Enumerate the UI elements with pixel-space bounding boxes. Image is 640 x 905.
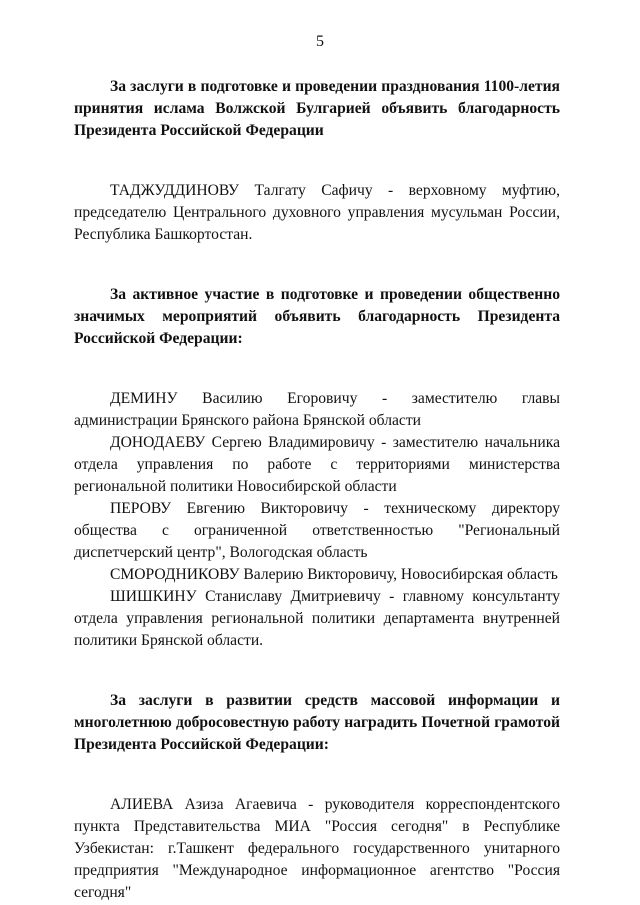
spacer [74, 142, 560, 180]
page-number: 5 [316, 33, 324, 50]
document-body [74, 76, 560, 904]
entry-aliev: АЛИЕВА Азиза Агаевича - руководителя корреспондентского пункта Представительства МИА "Россия сегодня" в Республике Узбекистан: г.Ташкент федерального государственного унитарного предприятия "Международное информационное агентство "Россия сегодня" [74, 796, 560, 901]
entry-shishkin: ШИШКИНУ Станиславу Дмитриевичу - главному консультанту отдела управления региональной политики департамента внутренней политики Брянской области. [74, 588, 560, 649]
section-heading-3: За заслуги в развитии средств массовой информации и многолетнюю добросовестную работу наградить Почетной грамотой Президента Российской Федерации: [74, 692, 560, 753]
entry-tadzhuddinov: ТАДЖУДДИНОВУ Талгату Сафичу - верховному муфтию, председателю Центрального духовного управления мусульман России, Республика Башкортостан. [74, 182, 560, 243]
section-heading-1: За заслуги в подготовке и проведении празднования 1100-летия принятия ислама Волжской Булгарией объявить благодарность Президента Российской Федерации [74, 78, 560, 139]
spacer [74, 652, 560, 690]
entry-donodaev: ДОНОДАЕВУ Сергею Владимировичу - заместителю начальника отдела управления по работе с территориями министерства региональной политики Новосибирской области [74, 434, 560, 495]
section-heading-2: За активное участие в подготовке и проведении общественно значимых мероприятий объявить благодарность Президента Российской Федерации: [74, 286, 560, 347]
entry-smorodnikov: СМОРОДНИКОВУ Валерию Викторовичу, Новосибирская область [110, 566, 558, 583]
entry-demin: ДЕМИНУ Василию Егоровичу - заместителю главы администрации Брянского района Брянской области [74, 390, 560, 429]
entry-perov: ПЕРОВУ Евгению Викторовичу - техническому директору общества с ограниченной ответственностью "Региональный диспетчерский центр", Вологодская область [74, 500, 560, 561]
spacer [74, 756, 560, 794]
spacer [74, 350, 560, 388]
spacer [74, 246, 560, 284]
